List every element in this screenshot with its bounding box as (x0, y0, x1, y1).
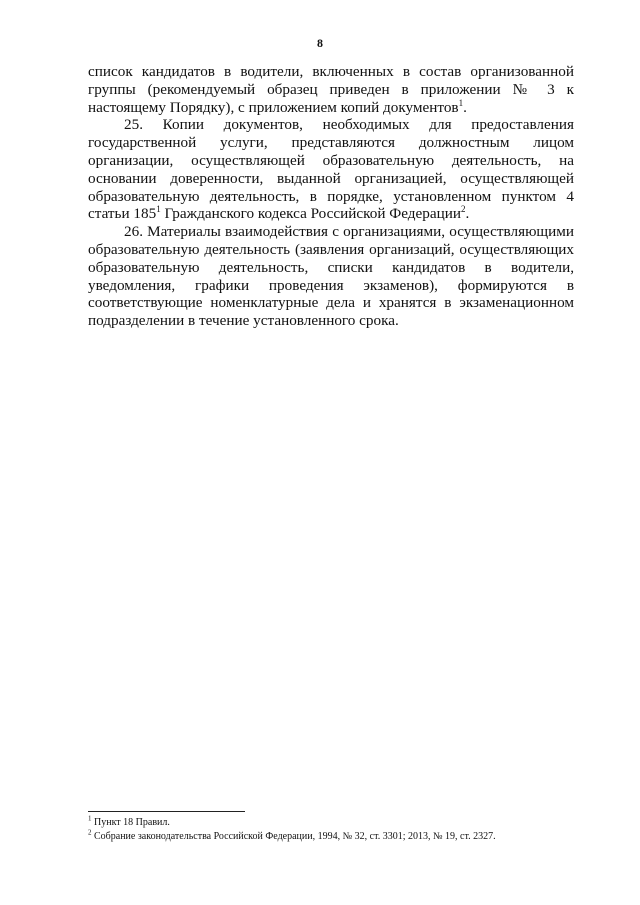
paragraph-text: 26. Материалы взаимодействия с организациями, осуществляющими образовательную деятельность (заявления организаций, осуществляющих образовательную деятельность, списки кандидатов в водители, уведомления, графики проведения экзаменов), формируются в соответствующие номенклатурные дела и хранятся в экзаменационном подразделении в течение установленного срока. (88, 223, 574, 330)
paragraph-text-continued: Гражданского кодекса Российской Федерации (160, 205, 461, 223)
footnote-item (88, 830, 578, 844)
footnotes (88, 816, 578, 843)
footnote-text: Пункт 18 Правил. (91, 817, 170, 828)
paragraph-26 (88, 223, 574, 330)
body-text (88, 63, 574, 330)
paragraph-tail: . (463, 98, 467, 116)
paragraph-tail: . (465, 205, 470, 223)
footnote-divider (88, 811, 245, 812)
paragraph-text: список кандидатов в водители, включенных в состав организованной группы (рекомендуемый образец приведен в приложении № 3 к настоящему Порядку), с приложением копий документов (88, 63, 574, 116)
footnote-mark: 2 (88, 828, 92, 837)
page-number: 8 (317, 36, 323, 50)
footnote-reference: 2 (460, 204, 466, 215)
footnote-reference: 1 (458, 97, 464, 108)
paragraph-continuation (88, 63, 574, 116)
footnote-mark: 1 (88, 814, 92, 823)
footnote-text: Собрание законодательства Российской Федерации, 1994, № 32, ст. 3301; 2013, № 19, ст. 2327. (91, 830, 496, 842)
paragraph-text: 25. Копии документов, необходимых для предоставления государственной услуги, представляются должностным лицом организации, осуществляющей образовательную деятельность, на основании доверенности, выданной организацией, осуществляющей образовательную деятельность, в порядке, установленном пунктом 4 статьи 185 (88, 116, 574, 223)
paragraph-25 (88, 116, 574, 223)
footnote-item (88, 816, 578, 830)
article-superscript: 1 (156, 204, 161, 215)
